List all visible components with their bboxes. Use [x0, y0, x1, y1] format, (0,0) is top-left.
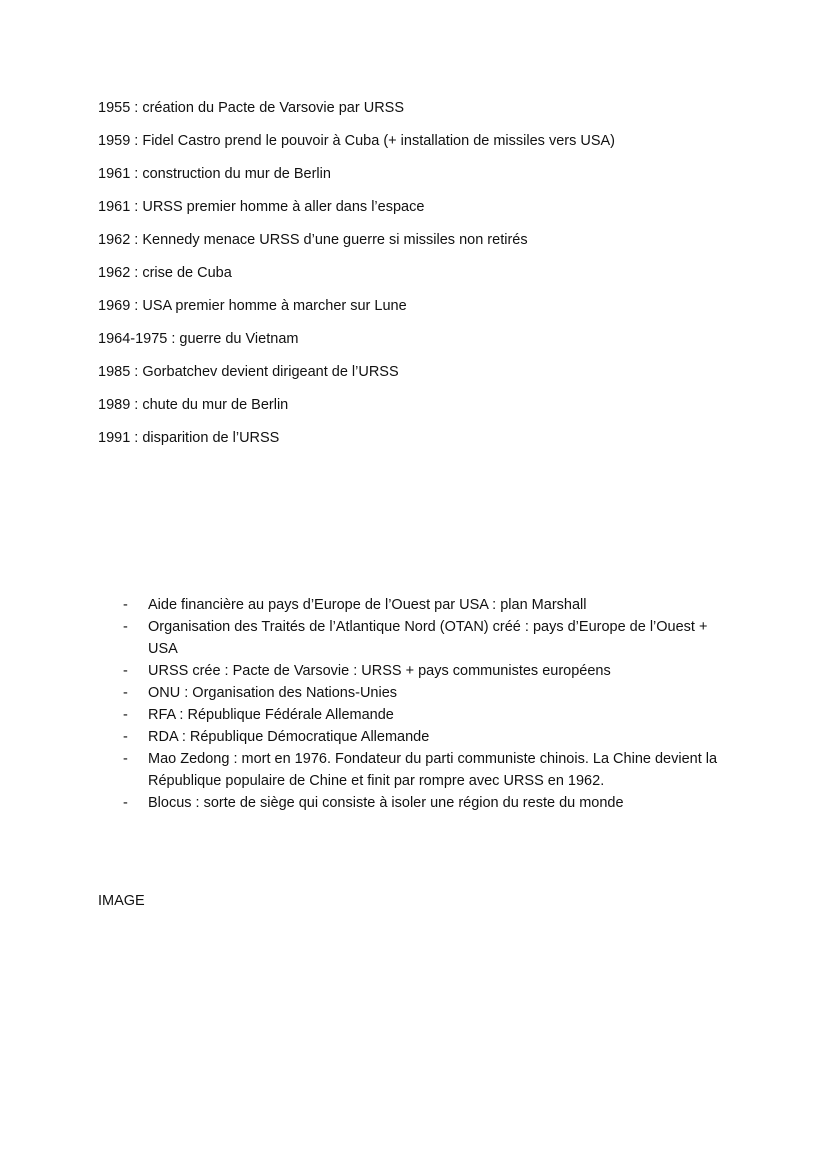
- glossary-item-text: RFA : République Fédérale Allemande: [148, 707, 394, 723]
- bullet-dash: -: [123, 751, 128, 767]
- bullet-dash: -: [123, 729, 128, 745]
- bullet-dash: -: [123, 795, 128, 811]
- timeline: [98, 98, 778, 461]
- timeline-entry: 1991 : disparition de l’URSS: [98, 430, 280, 446]
- glossary-item: [120, 616, 740, 660]
- timeline-entry: 1962 : crise de Cuba: [98, 265, 232, 281]
- glossary-item-text: ONU : Organisation des Nations-Unies: [148, 685, 398, 701]
- timeline-entry: 1961 : construction du mur de Berlin: [98, 166, 331, 182]
- glossary-item: [120, 660, 740, 682]
- timeline-entry: 1959 : Fidel Castro prend le pouvoir à Cuba (+ installation de missiles vers USA): [98, 133, 616, 149]
- glossary-item: [120, 792, 740, 814]
- bullet-dash: -: [123, 685, 128, 701]
- glossary-item: [120, 704, 740, 726]
- glossary-list: [120, 594, 740, 814]
- glossary-item-text: Organisation des Traités de l’Atlantique Nord (OTAN) créé : pays d’Europe de l’Ouest + USA: [148, 619, 708, 657]
- timeline-entry: 1989 : chute du mur de Berlin: [98, 397, 289, 413]
- timeline-entry: 1961 : URSS premier homme à aller dans l’espace: [98, 199, 425, 215]
- glossary-item-text: Mao Zedong : mort en 1976. Fondateur du parti communiste chinois. La Chine devient la République populaire de Chine et finit par rompre avec URSS en 1962.: [148, 751, 718, 789]
- bullet-dash: -: [123, 597, 128, 613]
- timeline-entry: 1964-1975 : guerre du Vietnam: [98, 331, 299, 347]
- glossary-item-text: RDA : République Démocratique Allemande: [148, 729, 430, 745]
- glossary-item: [120, 594, 740, 616]
- glossary-item: [120, 682, 740, 704]
- timeline-entry: 1962 : Kennedy menace URSS d’une guerre si missiles non retirés: [98, 232, 528, 248]
- glossary-item-text: Blocus : sorte de siège qui consiste à isoler une région du reste du monde: [148, 795, 624, 811]
- timeline-entry: 1985 : Gorbatchev devient dirigeant de l’URSS: [98, 364, 399, 380]
- image-placeholder-label: IMAGE: [98, 893, 145, 909]
- glossary-item: [120, 748, 740, 792]
- timeline-entry: 1969 : USA premier homme à marcher sur Lune: [98, 298, 407, 314]
- bullet-dash: -: [123, 619, 128, 635]
- glossary-item-text: Aide financière au pays d’Europe de l’Ouest par USA : plan Marshall: [148, 597, 587, 613]
- glossary-item: [120, 726, 740, 748]
- bullet-dash: -: [123, 707, 128, 723]
- timeline-entry: 1955 : création du Pacte de Varsovie par URSS: [98, 100, 405, 116]
- bullet-dash: -: [123, 663, 128, 679]
- glossary-item-text: URSS crée : Pacte de Varsovie : URSS + pays communistes européens: [148, 663, 611, 679]
